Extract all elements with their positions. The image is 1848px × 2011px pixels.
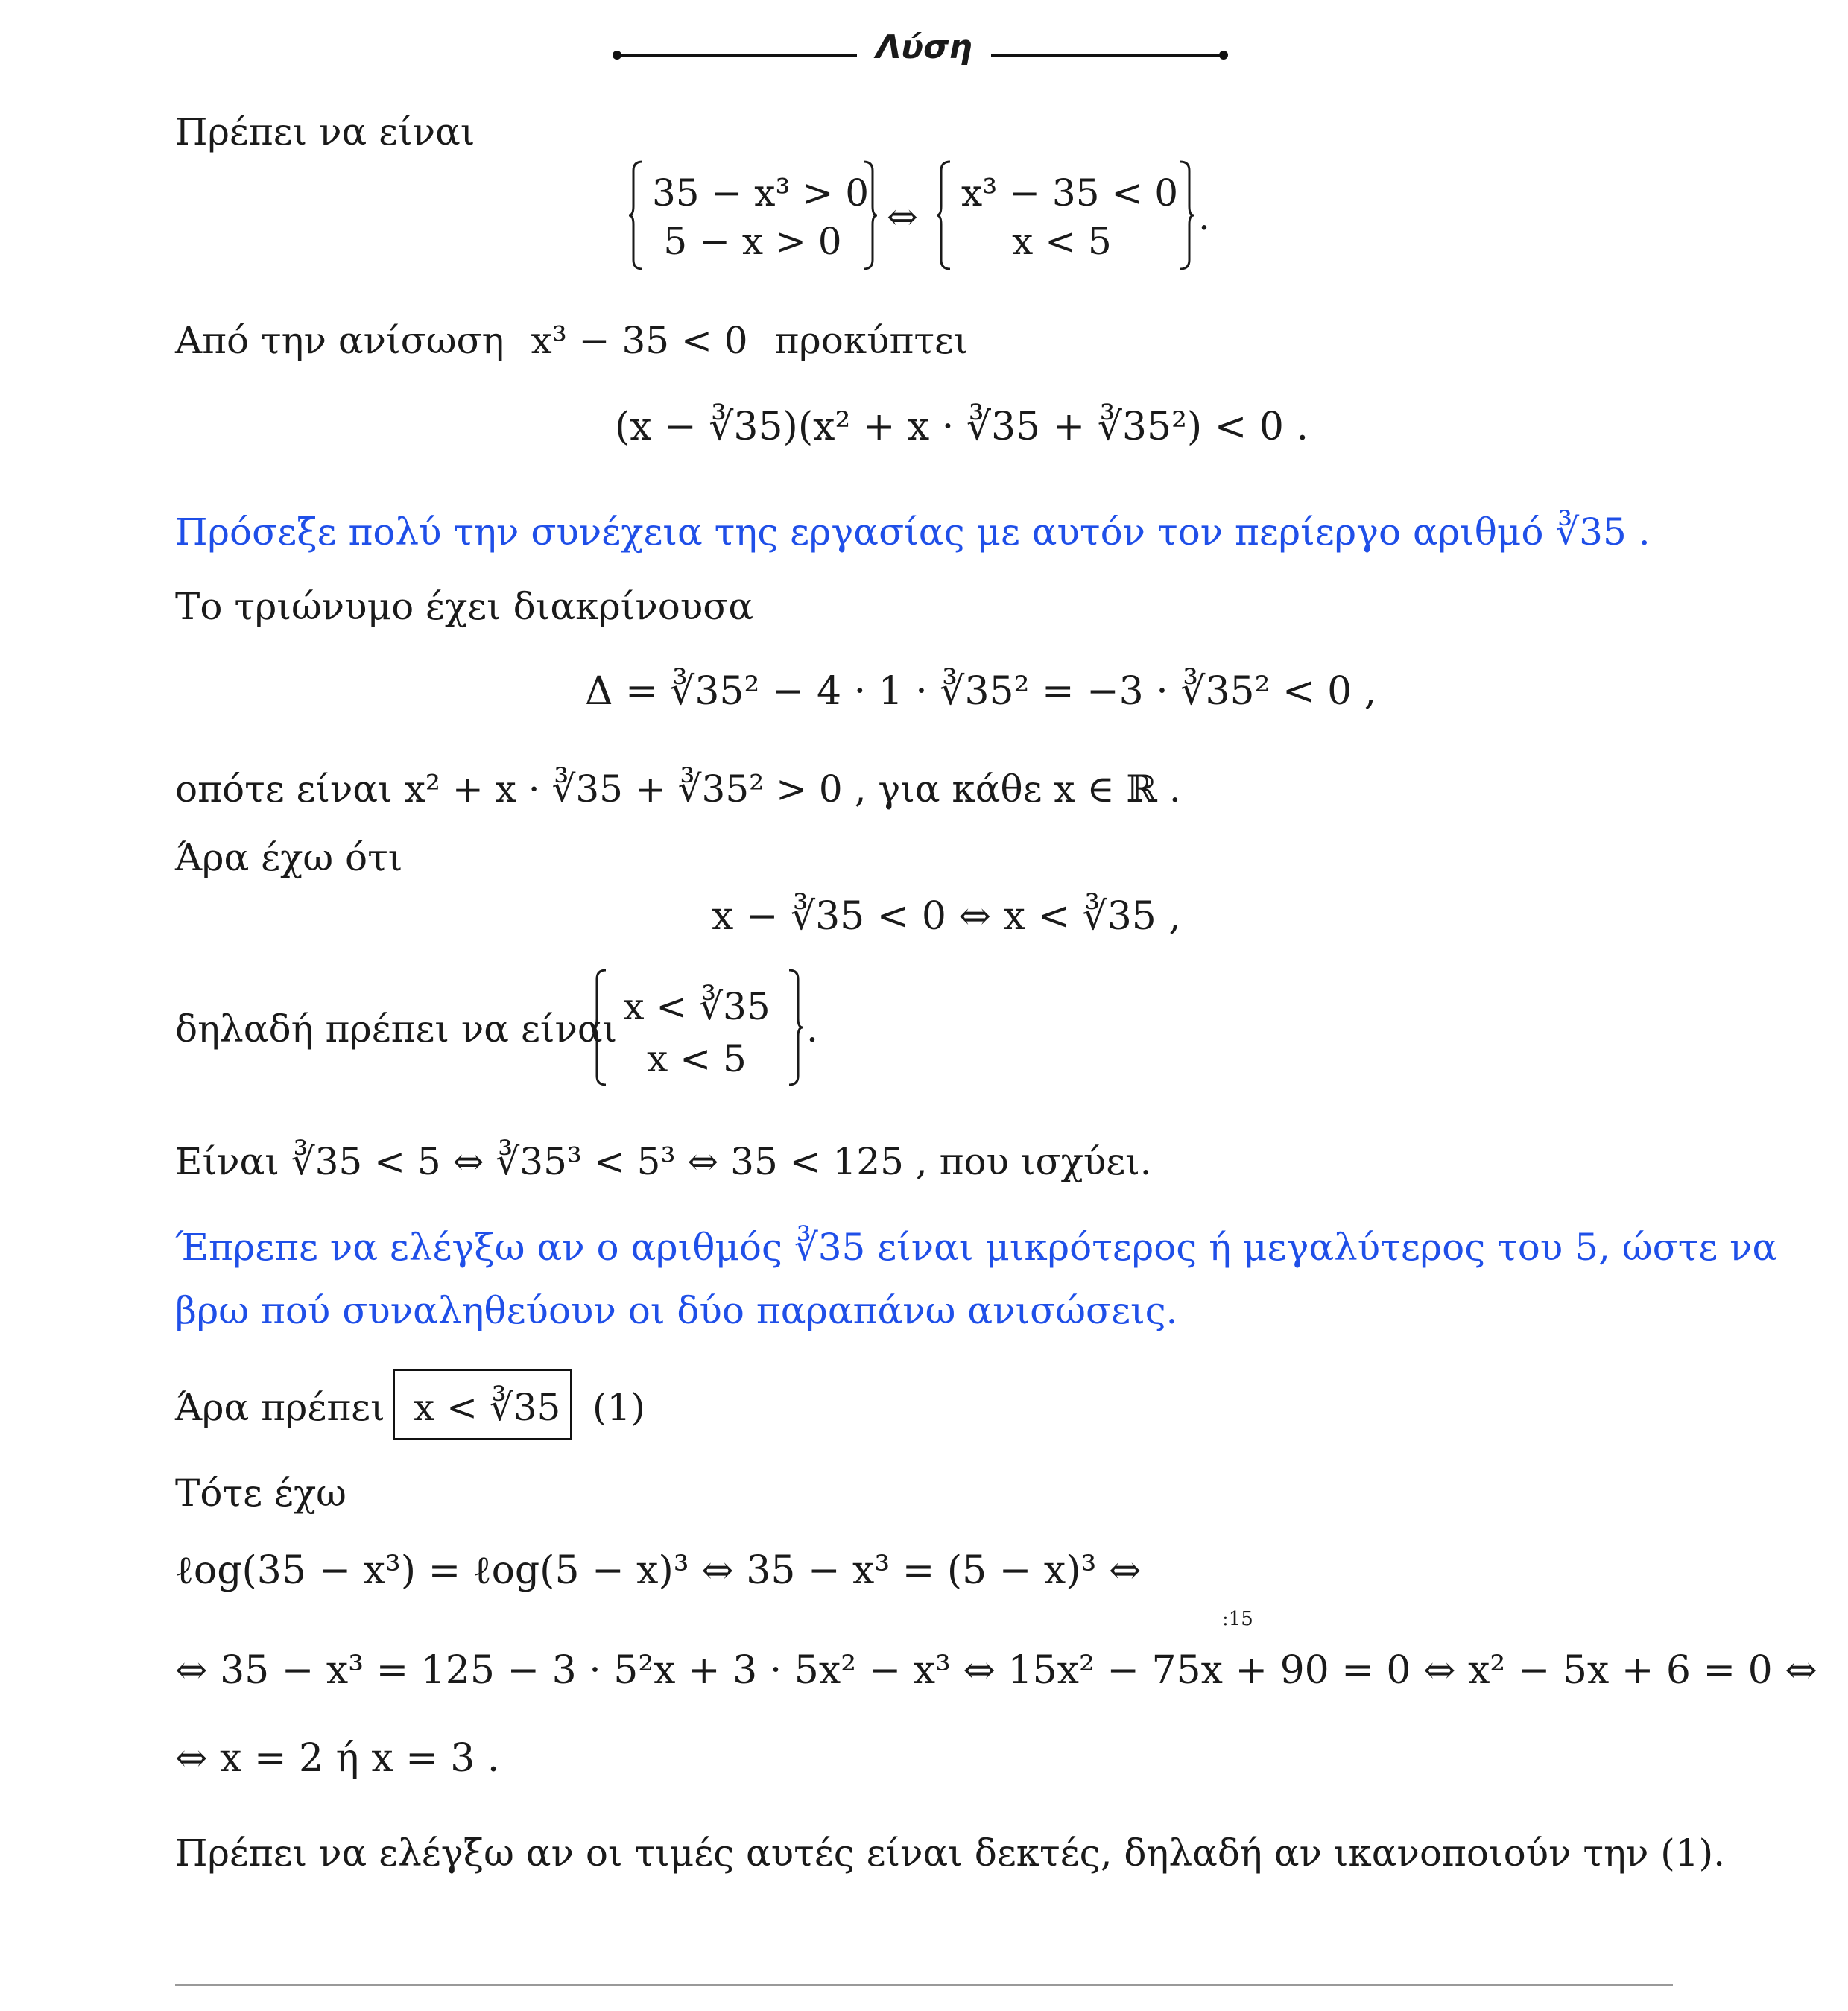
sys1-end: . bbox=[1198, 195, 1210, 238]
brace-open-2 bbox=[591, 969, 609, 1086]
line2-math: x³ − 35 < 0 bbox=[531, 319, 748, 362]
discriminant-equation: Δ = ∛35² − 4 · 1 · ∛35² = −3 · ∛35² < 0 , bbox=[585, 669, 1377, 714]
header-right-rule bbox=[991, 54, 1222, 57]
text-line-4: οπότε είναι x² + x · ∛35 + ∛35² > 0 , για κάθε x ∈ ℝ . bbox=[175, 767, 1181, 811]
boxed-condition-text: x < ∛35 bbox=[414, 1386, 561, 1429]
inequality-equation: x − ∛35 < 0 ⇔ x < ∛35 , bbox=[712, 894, 1181, 939]
brace-left-close-1 bbox=[861, 160, 879, 270]
brace-close-2 bbox=[786, 969, 804, 1086]
divide-annotation: :15 bbox=[1222, 1608, 1253, 1630]
note-2-line-1: Έπρεπε να ελέγξω αν ο αριθμός ∛35 είναι μικρότερος ή μεγαλύτερος του 5, ώστε να bbox=[175, 1226, 1778, 1269]
brace-right-open-1 bbox=[935, 160, 953, 270]
text-line-7: Είναι ∛35 < 5 ⇔ ∛35³ < 5³ ⇔ 35 < 125 , που ισχύει. bbox=[175, 1140, 1152, 1183]
expansion-equation: ⇔ 35 − x³ = 125 − 3 · 5²x + 3 · 5x² − x³ ⇔ 15x² − 75x + 90 = 0 ⇔ x² − 5x + 6 = 0 ⇔ bbox=[175, 1648, 1817, 1693]
log-equation: ℓog(35 − x³) = ℓog(5 − x)³ ⇔ 35 − x³ = (5 − x)³ ⇔ bbox=[175, 1548, 1142, 1593]
brace-right-close-1 bbox=[1177, 160, 1195, 270]
sys2-bottom: x < 5 bbox=[647, 1037, 747, 1080]
line2-text-a: Από την ανίσωση bbox=[175, 319, 504, 362]
solutions-equation: ⇔ x = 2 ή x = 3 . bbox=[175, 1736, 500, 1781]
text-line-9: Τότε έχω bbox=[175, 1472, 346, 1515]
bottom-rule bbox=[175, 1984, 1673, 1986]
text-line-3: Το τριώνυμο έχει διακρίνουσα bbox=[175, 585, 754, 628]
brace-left-open-1 bbox=[627, 160, 645, 270]
text-line-1: Πρέπει να είναι bbox=[175, 110, 475, 153]
equation-ref-1: (1) bbox=[592, 1386, 645, 1429]
factorization-equation: (x − ∛35)(x² + x · ∛35 + ∛35²) < 0 . bbox=[615, 405, 1309, 449]
sys2-top: x < ∛35 bbox=[623, 985, 770, 1028]
text-line-10: Πρέπει να ελέγξω αν οι τιμές αυτές είναι δεκτές, δηλαδή αν ικανοποιούν την (1). bbox=[175, 1831, 1726, 1875]
text-line-8: Άρα πρέπει bbox=[175, 1386, 385, 1429]
sys1-iff: ⇔ bbox=[887, 195, 918, 238]
sys1-left-top: 35 − x³ > 0 bbox=[652, 171, 870, 215]
sys2-end: . bbox=[806, 1007, 818, 1051]
line2-text-b: προκύπτει bbox=[774, 319, 969, 362]
note-2-line-2: βρω πού συναληθεύουν οι δύο παραπάνω ανισώσεις. bbox=[175, 1289, 1178, 1332]
text-line-6: δηλαδή πρέπει να είναι bbox=[175, 1007, 618, 1051]
header-left-rule bbox=[618, 54, 857, 57]
sys1-right-top: x³ − 35 < 0 bbox=[961, 171, 1179, 215]
header-right-dot bbox=[1219, 51, 1228, 60]
note-1: Πρόσεξε πολύ την συνέχεια της εργασίας με αυτόν τον περίεργο αριθμό ∛35 . bbox=[175, 510, 1651, 554]
sys1-right-bottom: x < 5 bbox=[1012, 220, 1112, 263]
sys1-left-bottom: 5 − x > 0 bbox=[663, 220, 842, 263]
text-line-5: Άρα έχω ότι bbox=[175, 836, 403, 879]
page-title: Λύση bbox=[876, 28, 972, 66]
text-line-2 bbox=[175, 319, 969, 362]
